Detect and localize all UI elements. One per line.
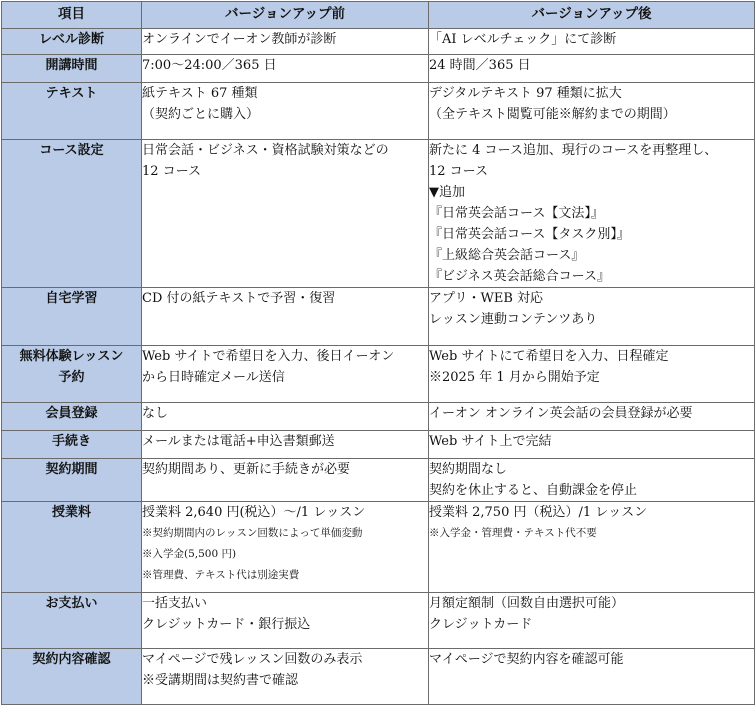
- before-cell: [142, 288, 429, 346]
- cell-text: Web サイト上で完結: [429, 434, 552, 449]
- cell-text: オンラインでイーオン教師が診断: [142, 32, 337, 47]
- cell-text: 紙テキスト 67 種類: [142, 86, 258, 101]
- cell-text: Web サイトにて希望日を入力、日程確定: [429, 349, 669, 364]
- before-cell: [142, 593, 429, 649]
- table-row: [2, 29, 755, 55]
- row-label: [2, 140, 142, 288]
- row-label: [2, 431, 142, 459]
- note-text: ※管理費、テキスト代は別途実費: [142, 569, 300, 581]
- after-cell: [429, 140, 755, 288]
- after-cell: [429, 346, 755, 403]
- header-before: バージョンアップ前: [142, 2, 429, 29]
- cell-text: （全テキスト閲覧可能※解約までの期間）: [429, 107, 676, 122]
- cell-text: アプリ・WEB 対応: [429, 291, 544, 306]
- cell-text: クレジットカード・銀行振込: [142, 617, 311, 632]
- row-label-text: レベル診断: [38, 32, 104, 47]
- table-row: [2, 288, 755, 346]
- before-cell: [142, 346, 429, 403]
- note-text: ※契約期間内のレッスン回数によって単価変動: [142, 527, 363, 539]
- cell-text: デジタルテキスト 97 種類に拡大: [429, 86, 622, 101]
- row-label-text: 開講時間: [45, 58, 98, 73]
- cell-text: 月額定額制（回数自由選択可能）: [429, 596, 625, 611]
- row-label: [2, 649, 142, 705]
- cell-text: から日時確定メール送信: [142, 370, 285, 385]
- cell-text: 一括支払い: [142, 596, 208, 611]
- table-row: [2, 502, 755, 593]
- cell-text: イーオン オンライン英会話の会員登録が必要: [429, 406, 693, 421]
- table-row: [2, 140, 755, 288]
- cell-text: （契約ごとに購入）: [142, 107, 260, 122]
- note-text: ※入学金・管理費・テキスト代不要: [429, 527, 597, 539]
- row-label-text: お支払い: [45, 596, 98, 611]
- row-label: [2, 29, 142, 55]
- comparison-table: [1, 1, 755, 705]
- header-after: バージョンアップ後: [429, 2, 755, 29]
- after-cell: [429, 288, 755, 346]
- table-row: [2, 83, 755, 140]
- table-row: [2, 431, 755, 459]
- after-cell: [429, 593, 755, 649]
- before-cell: [142, 140, 429, 288]
- row-label-text: 自宅学習: [45, 291, 98, 306]
- cell-text: CD 付の紙テキストで予習・復習: [142, 291, 336, 306]
- row-label: [2, 288, 142, 346]
- cell-text: 授業料 2,750 円（税込）/1 レッスン: [429, 505, 648, 520]
- cell-text: レッスン連動コンテンツあり: [429, 312, 598, 327]
- after-cell: [429, 83, 755, 140]
- row-label-text: 予約: [58, 370, 85, 385]
- row-label-text: 手続き: [51, 434, 91, 449]
- table-row: [2, 403, 755, 431]
- after-cell: [429, 502, 755, 593]
- cell-text: 契約期間あり、更新に手続きが必要: [142, 462, 351, 477]
- cell-text: 24 時間／365 日: [429, 58, 531, 73]
- row-label-text: コース設定: [39, 143, 104, 158]
- table-row: [2, 649, 755, 705]
- cell-text: 『日常英会話コース【文法】』: [429, 206, 604, 221]
- after-cell: [429, 431, 755, 459]
- row-label: [2, 55, 142, 83]
- before-cell: [142, 502, 429, 593]
- before-cell: [142, 83, 429, 140]
- cell-text: クレジットカード: [429, 617, 533, 632]
- row-label: [2, 403, 142, 431]
- row-label: [2, 346, 142, 403]
- row-label-text: 契約期間: [45, 462, 98, 477]
- row-label-text: 授業料: [51, 505, 91, 520]
- after-cell: [429, 649, 755, 705]
- before-cell: [142, 649, 429, 705]
- cell-text: 「AI レベルチェック」にて診断: [429, 32, 617, 47]
- cell-text: ※2025 年 1 月から開始予定: [429, 370, 600, 385]
- cell-text: 12 コース: [429, 164, 489, 179]
- cell-text: マイページで契約内容を確認可能: [429, 652, 624, 667]
- cell-text: 7:00～24:00／365 日: [142, 58, 277, 73]
- cell-text: 契約を休止すると、自動課金を停止: [429, 483, 638, 498]
- cell-text: 授業料 2,640 円(税込）～/1 レッスン: [142, 505, 366, 520]
- after-cell: [429, 459, 755, 502]
- row-label: [2, 83, 142, 140]
- cell-text: 契約期間なし: [429, 462, 508, 477]
- cell-text: Web サイトで希望日を入力、後日イーオン: [142, 349, 395, 364]
- cell-text: メールまたは電話+申込書類郵送: [142, 434, 335, 449]
- row-label: [2, 502, 142, 593]
- before-cell: [142, 29, 429, 55]
- after-cell: [429, 403, 755, 431]
- cell-text: マイページで残レッスン回数のみ表示: [142, 652, 363, 667]
- cell-text: 日常会話・ビジネス・資格試験対策などの: [142, 143, 389, 158]
- table-row: [2, 346, 755, 403]
- cell-text: 新たに 4 コース追加、現行のコースを再整理し、: [429, 143, 718, 158]
- row-label-text: 会員登録: [45, 406, 98, 421]
- cell-text: 12 コース: [142, 164, 202, 179]
- cell-text: 『日常英会話コース【タスク別】』: [429, 227, 630, 242]
- row-label: [2, 459, 142, 502]
- table-row: [2, 593, 755, 649]
- after-cell: [429, 55, 755, 83]
- row-label-text: 契約内容確認: [32, 652, 111, 667]
- before-cell: [142, 55, 429, 83]
- table-row: [2, 459, 755, 502]
- row-label: [2, 593, 142, 649]
- cell-text: ▼追加: [429, 185, 465, 200]
- note-text: ※入学金(5,500 円): [142, 548, 237, 560]
- after-cell: [429, 29, 755, 55]
- cell-text: 『上級総合英会話コース』: [429, 248, 585, 263]
- row-label-text: テキスト: [45, 86, 98, 101]
- row-label-text: 無料体験レッスン: [19, 349, 124, 364]
- before-cell: [142, 403, 429, 431]
- table-row: [2, 55, 755, 83]
- before-cell: [142, 431, 429, 459]
- header-row: [2, 2, 755, 29]
- cell-text: 『ビジネス英会話総合コース』: [429, 269, 610, 284]
- cell-text: ※受講期間は契約書で確認: [142, 673, 299, 688]
- before-cell: [142, 459, 429, 502]
- cell-text: なし: [142, 406, 169, 421]
- header-item: 項目: [2, 2, 142, 29]
